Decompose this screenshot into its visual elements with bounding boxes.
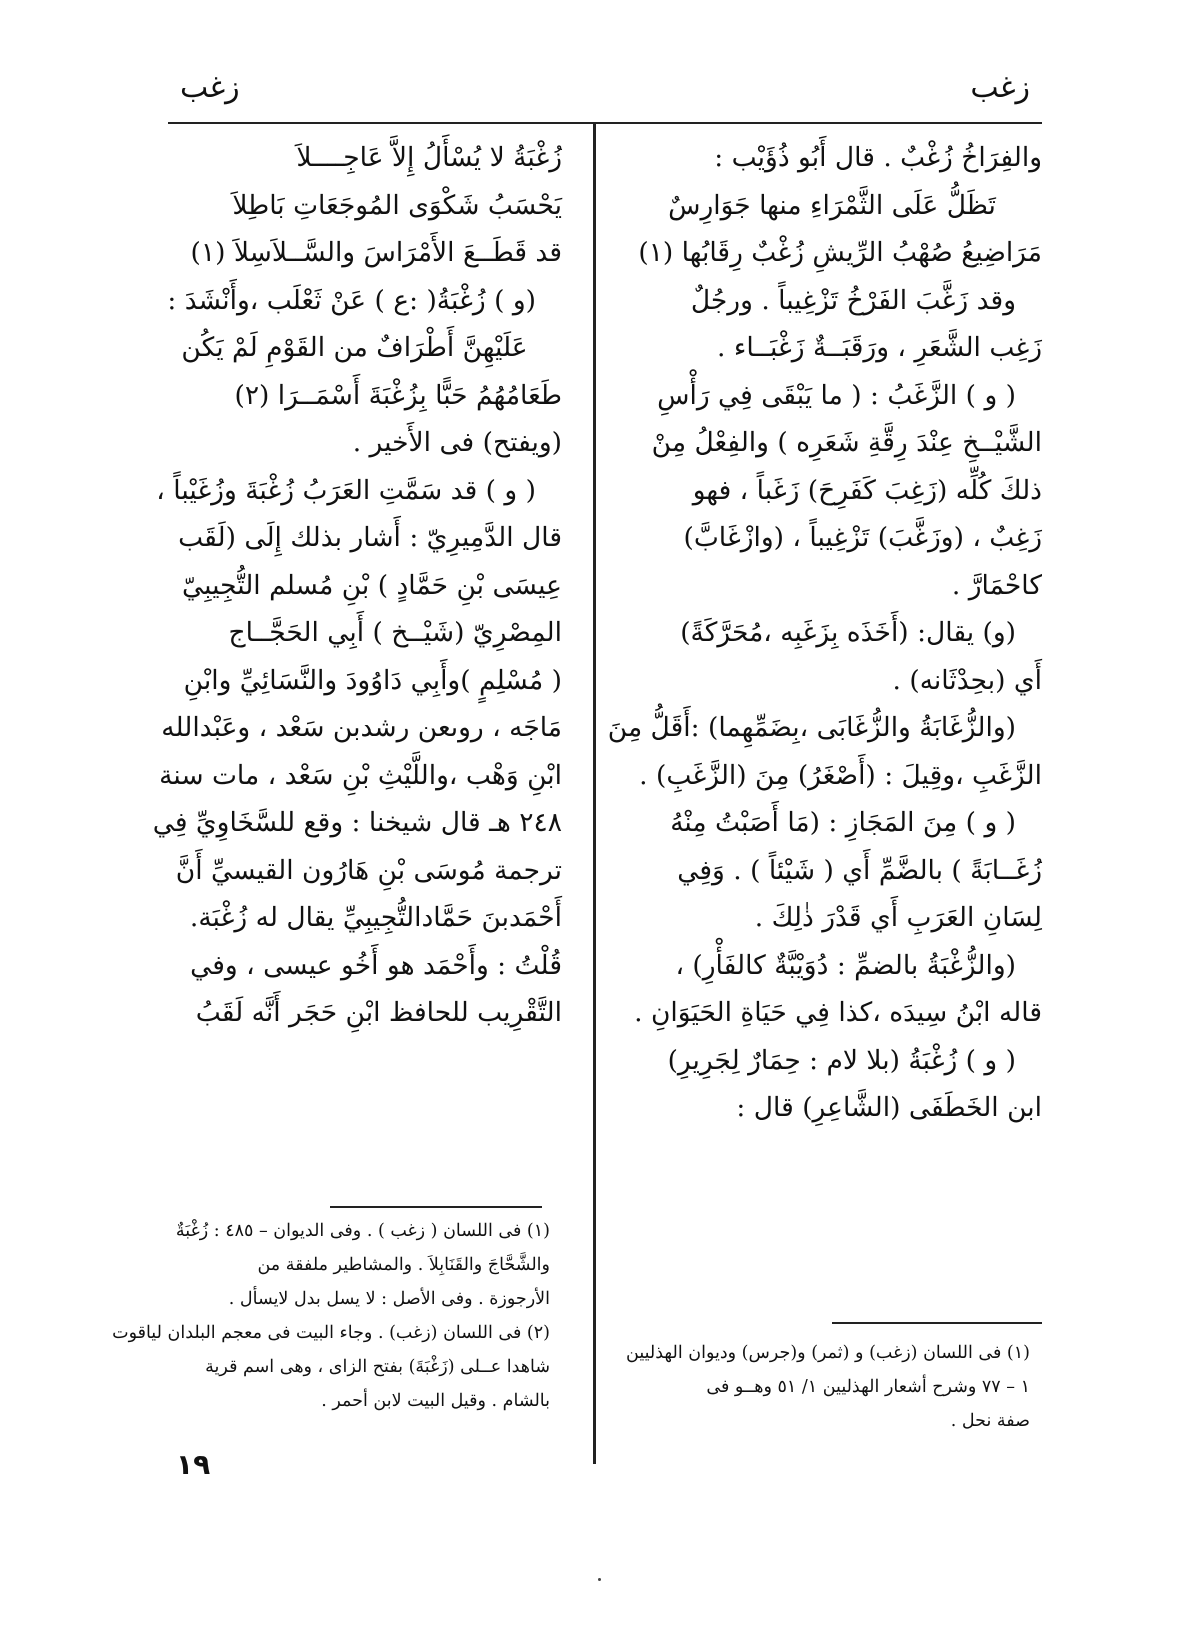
text-line: قُلْتُ : وأَحْمَد هو أَخُو عيسى ، وفي xyxy=(190,949,562,981)
scan-speck xyxy=(598,1578,601,1581)
text-line: لِسَانِ العَرَبِ أَي قَدْرَ ذٰلِكَ . xyxy=(754,902,1042,933)
footnote-line: ١ – ٧٧ وشرح أشعار الهذليين ١/ ٥١ وهــو فى xyxy=(706,1377,1030,1397)
text-line: ( و ) زُغْبَةُ (بلا لام : حِمَارٌ لِجَرِيرِ) xyxy=(667,1044,1016,1076)
text-line: زُغَــابَةً ) بالضَّمِّ أَي ( شَيْئاً ) . وَفِي xyxy=(677,854,1042,886)
footnote-line: الأرجوزة . وفى الأصل : لا يسل بدل لايسأل . xyxy=(228,1289,550,1309)
text-line: عِيسَى بْنِ حَمَّادٍ ) بْنِ مُسلم التُّجِيبِيّ xyxy=(182,569,562,601)
text-line: التَّقْرِيب للحافظ ابْنِ حَجَر أَنَّه لَقَبُ xyxy=(195,997,562,1028)
text-line: ( و ) مِنَ المَجَازِ : (مَا أَصَبْتُ مِنْهُ xyxy=(670,807,1016,838)
text-line: أَي (بحِدْثَانه) . xyxy=(892,664,1042,696)
text-line: ( و ) قد سَمَّتِ العَرَبُ زُغْبَةَ وزُغَيْباً ، xyxy=(156,474,536,506)
text-line: قال الدَّمِيرِيّ : أَشار بذلك إِلَى (لَقَب xyxy=(178,522,562,553)
footnote-line: (٢) فى اللسان (زغب) . وجاء البيت فى معجم البلدان لياقوت xyxy=(112,1323,550,1343)
verse-line: زُغْبَةُ لا يُسْأَلُ إِلاَّ عَاجِــــلاَ xyxy=(296,142,562,173)
text-line: الزَّغَبِ ،وقِيلَ : (أَصْغَرُ) مِنَ (الزَّغَبِ) . xyxy=(639,759,1042,791)
right-column xyxy=(607,134,1042,1132)
text-line: أَحْمَدبنَ حَمَّادالتُّجِيبِيِّ يقال له زُغْبَة. xyxy=(189,902,562,933)
header-keyword-left: زغب xyxy=(180,70,240,105)
footnote-line: شاهدا عــلى (زَغْبَةَ) بفتح الزاى ، وهى اسم قرية xyxy=(205,1357,550,1377)
footnotes-right xyxy=(620,1336,1030,1438)
page-number: ١٩ xyxy=(176,1448,211,1481)
footnote-line: والشَّحَّاجَ والقَنَابِلاَ . والمشاطير ملفقة من xyxy=(257,1255,550,1275)
text-line: الشَّيْــخِ عِنْدَ رِقَّةِ شَعَرِه ) والفِعْلُ مِنْ xyxy=(651,427,1042,458)
verse-line: عَلَيْهِنَّ أَطْرَافٌ من القَوْمِ لَمْ يَكُن xyxy=(181,332,528,363)
text-line: مَاجَه ، روىعن رشدبن سَعْد ، وعَبْدالله xyxy=(161,712,562,743)
text-line: (ويفتح) فى الأَخير . xyxy=(352,427,562,458)
text-line: ( و ) الزَّغَبُ : ( ما يَبْقَى فِي رَأْسِ xyxy=(657,379,1016,411)
text-line: قاله ابْنُ سِيدَه ،كذا فِي حَيَاةِ الحَيَوَانِ . xyxy=(634,997,1042,1028)
verse-line: تَظَلُّ عَلَى الثَّمْرَاءِ منها جَوَارِسٌ xyxy=(668,189,996,221)
footnote-line: بالشام . وقيل البيت لابن أحمر . xyxy=(321,1391,550,1411)
header-keyword-right: زغب xyxy=(970,70,1030,105)
footnote-line: صفة نحل . xyxy=(950,1411,1030,1431)
text-line: وقد زَغَّبَ الفَرْخُ تَزْغِيباً . ورجُلٌ xyxy=(690,284,1016,316)
left-column xyxy=(147,134,562,1037)
text-line: ٢٤٨ هـ قال شيخنا : وقع للسَّخَاوِيِّ فِي xyxy=(152,807,562,838)
text-line: ترجمة مُوسَى بْنِ هَارُون القيسيِّ أَنَّ xyxy=(175,854,562,886)
footnotes-left xyxy=(112,1214,550,1418)
footnote-rule-left xyxy=(330,1206,542,1208)
text-line: (والزُّغَابَةُ والزُّغَابَى ،بِضَمِّهِما) :أَقَلُّ مِنَ xyxy=(607,712,1016,743)
footnote-line: (١) فى اللسان ( زغب ) . وفى الديوان – ٤٨٥ : زُغْبَةٌ xyxy=(175,1221,550,1241)
text-line: (والزُّغْبَةُ بالضمِّ : دُوَيْبَّةٌ كالفَأْرِ) ، xyxy=(675,949,1016,981)
text-line: والفِرَاخُ زُغْبٌ . قال أَبُو ذُؤَيْب : xyxy=(714,142,1042,173)
header-rule xyxy=(168,122,1042,124)
text-line: كاحْمَارَّ . xyxy=(951,569,1042,601)
footnote-line: (١) فى اللسان (زغب) و (ثمر) و(جرس) وديوان الهذليين xyxy=(626,1343,1030,1363)
text-line: المِصْرِيّ (شَيْــخ ) أَبِي الحَجَّــاج xyxy=(228,617,562,648)
verse-line: قد قَطَــعَ الأَمْرَاسَ والسَّــلاَسِلاَ (١) xyxy=(190,237,562,268)
text-line: (و) يقال: (أَخَذَه بِزَغَبِه ،مُحَرَّكَةً) xyxy=(680,617,1016,648)
text-line: (و ) زُغْبَةُ( :ع ) عَنْ ثَعْلَب ،وأَنْشَدَ : xyxy=(167,284,536,316)
column-divider xyxy=(593,124,596,1464)
text-line: ابْنِ وَهْب ،واللَّيْثِ بْنِ سَعْد ، مات سنة xyxy=(159,759,562,791)
text-line: ذلكَ كُلِّه (زَغِبَ كَفَرِحَ) زَغَباً ، فهو xyxy=(692,474,1042,506)
text-line: ابن الخَطَفَى (الشَّاعِرِ) قال : xyxy=(736,1092,1042,1123)
verse-line: طَعَامُهُمُ حَبًّا بِزُغْبَةَ أَسْمَــرَا (٢) xyxy=(234,379,562,411)
text-line: ( مُسْلِمٍ )وأَبِي دَاوُودَ والنَّسَائِيِّ وابْنِ xyxy=(183,664,562,696)
verse-line: يَحْسَبُ شَكْوَى المُوجَعَاتِ بَاطِلاَ xyxy=(232,189,562,221)
text-line: زَغِب الشَّعَرِ ، ورَقَبَــةٌ زَغْبَــاء . xyxy=(717,332,1042,363)
verse-line: مَرَاضِيعُ صُهْبُ الرِّيشِ زُغْبٌ رِقَابُها (١) xyxy=(638,237,1042,268)
text-line: زَغِبٌ ، (وزَغَّبَ) تَزْغِيباً ، (وازْغَابَّ) xyxy=(683,522,1042,553)
footnote-rule-right xyxy=(832,1322,1042,1324)
